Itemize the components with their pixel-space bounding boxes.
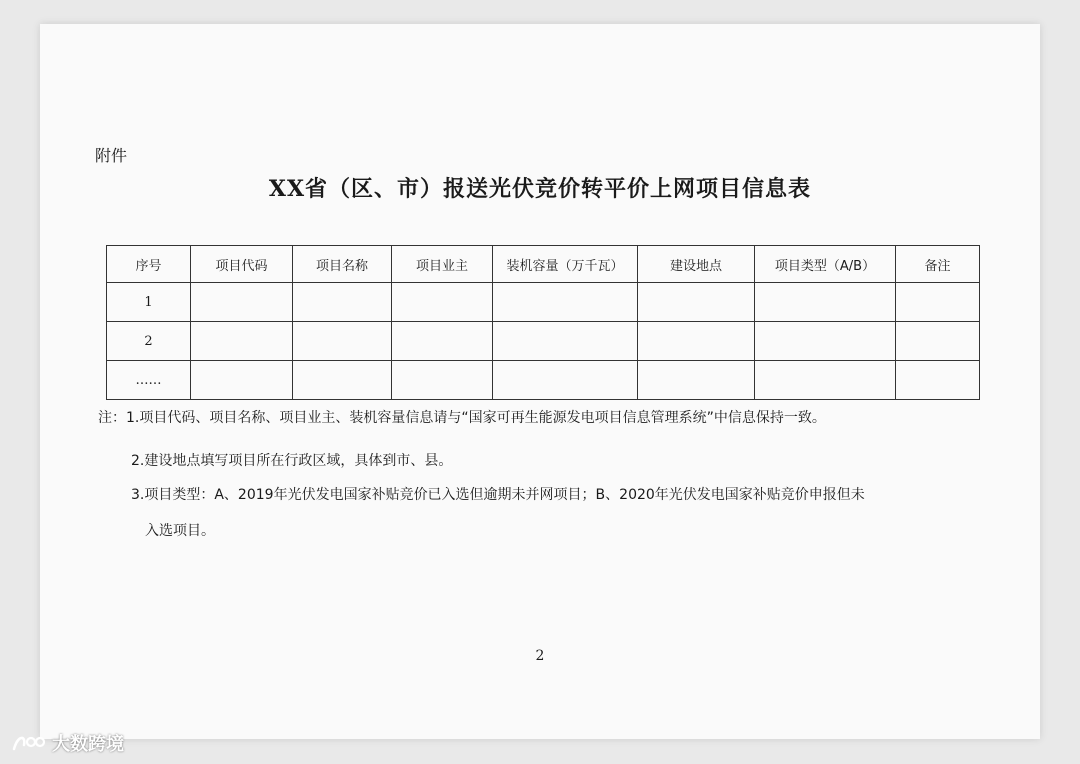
- page-number: 2: [535, 648, 545, 664]
- table-cell: [638, 283, 755, 322]
- table-cell: [896, 283, 980, 322]
- table-cell: 2: [107, 322, 191, 361]
- header-cell: 备注: [896, 246, 980, 283]
- note-item: 注：1.项目代码、项目名称、项目业主、装机容量信息请与“国家可再生能源发电项目信息管理系统”中信息保持一致。: [98, 410, 826, 426]
- project-info-table: [106, 245, 980, 400]
- header-cell: 项目代码: [191, 246, 293, 283]
- table-cell: [293, 283, 392, 322]
- table-cell: [392, 283, 493, 322]
- table-cell: [392, 322, 493, 361]
- table-cell: [755, 322, 896, 361]
- table-cell: [896, 361, 980, 400]
- page-title: XX省（区、市）报送光伏竞价转平价上网项目信息表: [268, 176, 812, 202]
- table-cell: ……: [107, 361, 191, 400]
- table-cell: [755, 283, 896, 322]
- table-cell: [755, 361, 896, 400]
- header-cell: 项目类型（A/B）: [755, 246, 896, 283]
- header-cell: 序号: [107, 246, 191, 283]
- table-cell: [638, 322, 755, 361]
- table-cell: 1: [107, 283, 191, 322]
- table-cell: [493, 361, 638, 400]
- table-cell: [392, 361, 493, 400]
- note-item: 2.建设地点填写项目所在行政区域，具体到市、县。: [131, 453, 453, 469]
- note-item: 入选项目。: [145, 523, 215, 539]
- table-cell: [493, 322, 638, 361]
- table-cell: [191, 283, 293, 322]
- table-header-row: [107, 246, 980, 283]
- table-cell: [493, 283, 638, 322]
- table-row: [107, 361, 980, 400]
- table-cell: [896, 322, 980, 361]
- watermark: [10, 730, 124, 756]
- watermark-text: 大数跨境: [52, 734, 124, 755]
- attachment-label: 附件: [95, 146, 128, 165]
- table-cell: [191, 361, 293, 400]
- brand-logo-icon: [10, 731, 46, 755]
- table-cell: [638, 361, 755, 400]
- table-row: [107, 322, 980, 361]
- header-cell: 建设地点: [638, 246, 755, 283]
- note-item: 3.项目类型：A、2019年光伏发电国家补贴竞价已入选但逾期未并网项目；B、2020年光伏发电国家补贴竞价申报但未: [131, 487, 865, 503]
- table-row: [107, 283, 980, 322]
- table-cell: [293, 322, 392, 361]
- table-cell: [293, 361, 392, 400]
- table-cell: [191, 322, 293, 361]
- header-cell: 项目名称: [293, 246, 392, 283]
- header-cell: 装机容量（万千瓦）: [493, 246, 638, 283]
- header-cell: 项目业主: [392, 246, 493, 283]
